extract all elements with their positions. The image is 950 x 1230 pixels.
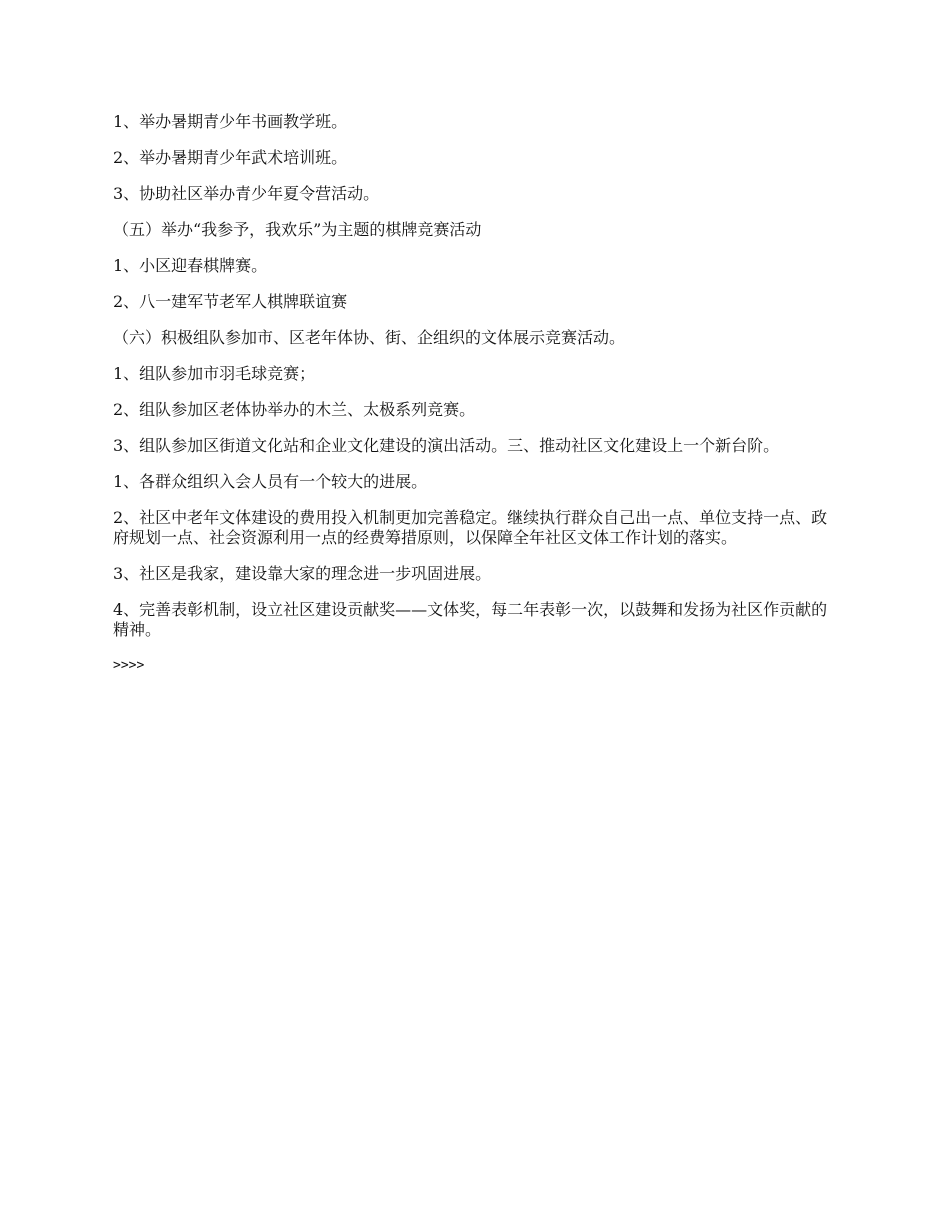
paragraph-5: 1、小区迎春棋牌赛。 (113, 256, 268, 275)
paragraph-1: 1、举办暑期青少年书画教学班。 (113, 112, 348, 131)
section-heading-5: （五）举办“我参予，我欢乐”为主题的棋牌竞赛活动 (113, 220, 482, 239)
paragraph-6: 2、八一建军节老军人棋牌联谊赛 (113, 292, 348, 311)
section-heading-6: （六）积极组队参加市、区老年体协、街、企组织的文体展示竞赛活动。 (113, 328, 626, 347)
document-body (113, 112, 839, 692)
paragraph-12: 2、社区中老年文体建设的费用投入机制更加完善稳定。继续执行群众自己出一点、单位支持一点、政府规划一点、社会资源利用一点的经费筹措原则，以保障全年社区文体工作计划的落实。 (113, 508, 828, 547)
paragraph-9: 2、组队参加区老体协举办的木兰、太极系列竞赛。 (113, 400, 476, 419)
paragraph-2: 2、举办暑期青少年武术培训班。 (113, 148, 348, 167)
paragraph-3: 3、协助社区举办青少年夏令营活动。 (113, 184, 380, 203)
paragraph-8: 1、组队参加市羽毛球竞赛； (113, 364, 316, 383)
paragraph-13: 3、社区是我家，建设靠大家的理念进一步巩固进展。 (113, 564, 492, 583)
continuation-marker: >>>> (113, 658, 145, 673)
paragraph-11: 1、各群众组织入会人员有一个较大的进展。 (113, 472, 428, 491)
paragraph-14: 4、完善表彰机制，设立社区建设贡献奖——文体奖，每二年表彰一次，以鼓舞和发扬为社区作贡献的精神。 (113, 600, 828, 639)
paragraph-10: 3、组队参加区街道文化站和企业文化建设的演出活动。三、推动社区文化建设上一个新台阶。 (113, 436, 780, 455)
